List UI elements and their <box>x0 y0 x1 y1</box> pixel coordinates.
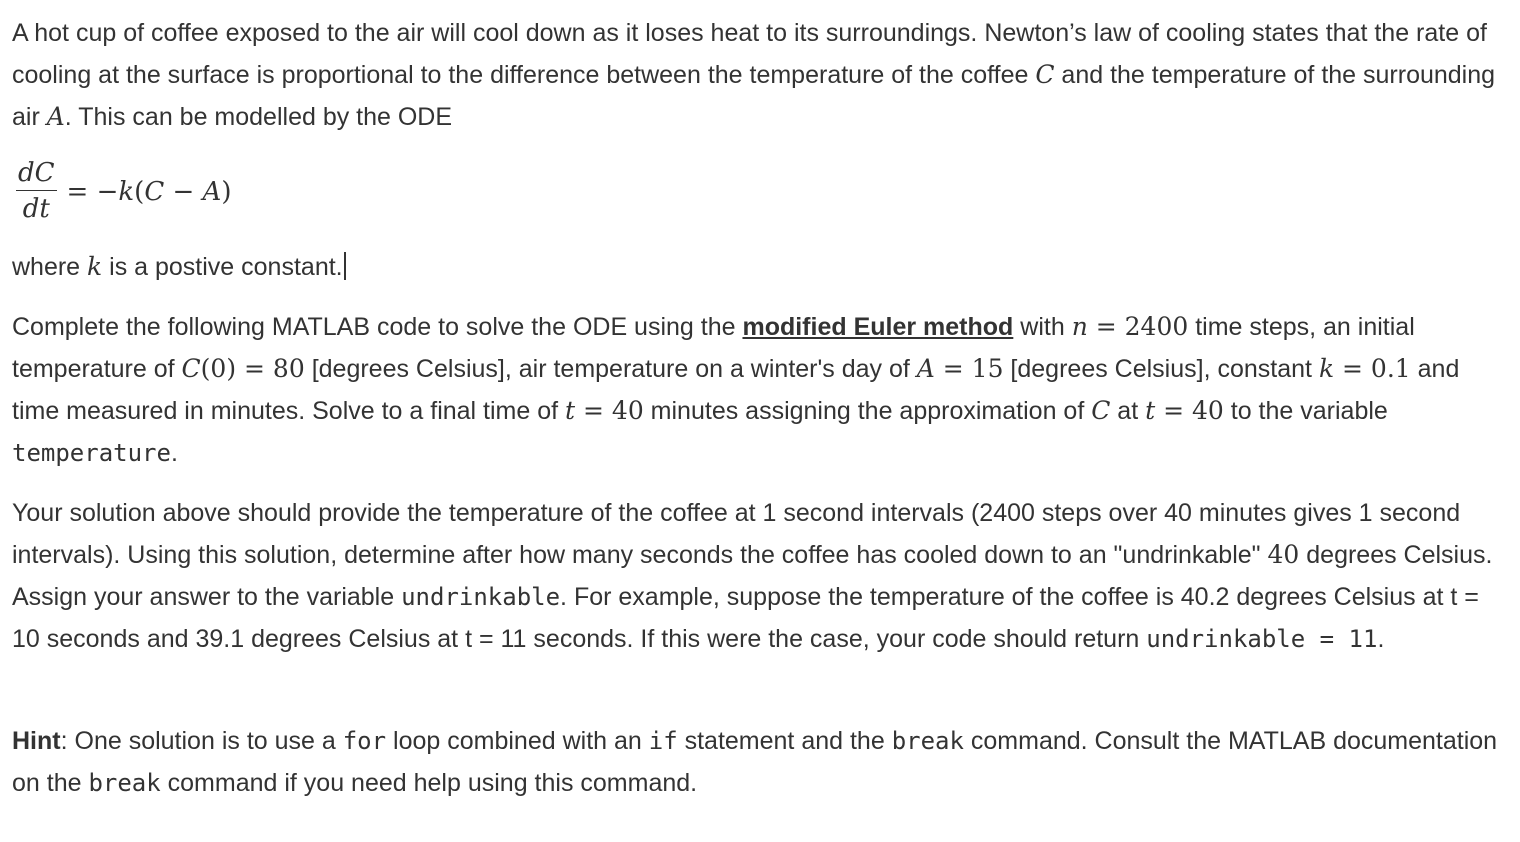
code-break: break <box>891 727 964 755</box>
text: command. Consult the MATLAB documentation on the <box>12 727 1498 797</box>
derivative-fraction <box>16 158 57 225</box>
text: to the variable <box>1223 397 1388 425</box>
math-value: = 40 <box>575 396 644 425</box>
code-if: if <box>648 727 678 755</box>
math-var-c: C <box>181 354 201 383</box>
text: Complete the following MATLAB code to solve the ODE using the <box>12 313 743 341</box>
text: command if you need help using this command. <box>160 769 698 797</box>
text: with <box>1013 313 1072 341</box>
hint-label: Hint <box>12 727 61 755</box>
equation-var-a: A <box>202 176 222 207</box>
equation-symbol: = − <box>66 176 119 207</box>
text: time steps, an initial temperature of <box>12 313 1415 383</box>
equation-symbol: ( <box>134 176 145 207</box>
text: loop combined with an <box>386 727 649 755</box>
math-value: = 2400 <box>1087 312 1189 341</box>
math-var-c: C <box>1035 60 1055 89</box>
math-value: 40 <box>1267 540 1300 569</box>
intro-paragraph <box>12 12 1512 138</box>
math-var-t: t <box>1145 396 1156 425</box>
fraction-denominator: dt <box>22 194 50 224</box>
text: minutes assigning the approximation of <box>643 397 1092 425</box>
equation-rhs <box>67 177 232 207</box>
intro-text: and the temperature of the surrounding air <box>12 61 1496 131</box>
text: [degrees Celsius], constant <box>1003 355 1319 383</box>
intro-text: . This can be modelled by the ODE <box>64 103 453 131</box>
math-value: = 0.1 <box>1334 354 1411 383</box>
text: Your solution above should provide the temperature of the coffee at 1 second intervals (2400 steps over 40 minutes gives 1 second intervals). Using this solution, determine after how many seconds the coffee has cooled down to an "undrinkable" <box>12 499 1461 569</box>
intro-text: A hot cup of coffee exposed to the air will cool down as it loses heat to its surroundings. Newton’s law of cooling states that the rate of cooling at the surface is proportional to the difference between the temperature of the coffee <box>12 19 1487 89</box>
math-var-c: C <box>1091 396 1111 425</box>
undrinkable-paragraph <box>12 492 1512 660</box>
equation-var-c: C <box>144 176 165 207</box>
hint-paragraph <box>12 720 1512 804</box>
math-var-k: k <box>1318 354 1335 383</box>
code-example-result: undrinkable = 11 <box>1146 625 1378 653</box>
code-for: for <box>342 727 387 755</box>
text-caret <box>344 252 346 280</box>
text: and time measured in minutes. Solve to a final time of <box>12 355 1460 425</box>
equation-var-k: k <box>118 176 135 207</box>
text: where <box>12 253 88 281</box>
modified-euler-link[interactable]: modified Euler method <box>742 313 1014 341</box>
math-value: = 15 <box>934 354 1004 383</box>
equation-symbol: ) <box>221 176 232 207</box>
code-break: break <box>88 769 161 797</box>
math-var-a: A <box>46 102 65 131</box>
equation-symbol: − <box>164 176 203 207</box>
text: statement and the <box>677 727 892 755</box>
constant-paragraph <box>12 246 346 288</box>
text: is a postive constant. <box>102 253 343 281</box>
task-paragraph <box>12 306 1512 474</box>
text: . <box>1377 625 1385 653</box>
math-var-t: t <box>565 396 576 425</box>
math-value: = 40 <box>1155 396 1224 425</box>
text: . <box>170 439 178 467</box>
text: [degrees Celsius], air temperature on a winter's day of <box>304 355 917 383</box>
code-temperature: temperature <box>12 439 171 467</box>
math-var-n: n <box>1071 312 1088 341</box>
ode-equation <box>16 158 231 225</box>
fraction-numerator: dC <box>16 158 57 191</box>
text: : One solution is to use a <box>60 727 343 755</box>
math-value: (0) = 80 <box>200 354 305 383</box>
code-undrinkable: undrinkable <box>401 583 561 611</box>
text: . For example, suppose the temperature of the coffee is 40.2 degrees Celsius at t = 10 seconds and 39.1 degrees Celsius at t = 11 seconds. If this were the case, your code should return <box>12 583 1479 653</box>
text: at <box>1110 397 1146 425</box>
text: degrees Celsius. Assign your answer to the variable <box>12 541 1493 611</box>
math-var-a: A <box>916 354 935 383</box>
math-var-k: k <box>87 252 103 281</box>
